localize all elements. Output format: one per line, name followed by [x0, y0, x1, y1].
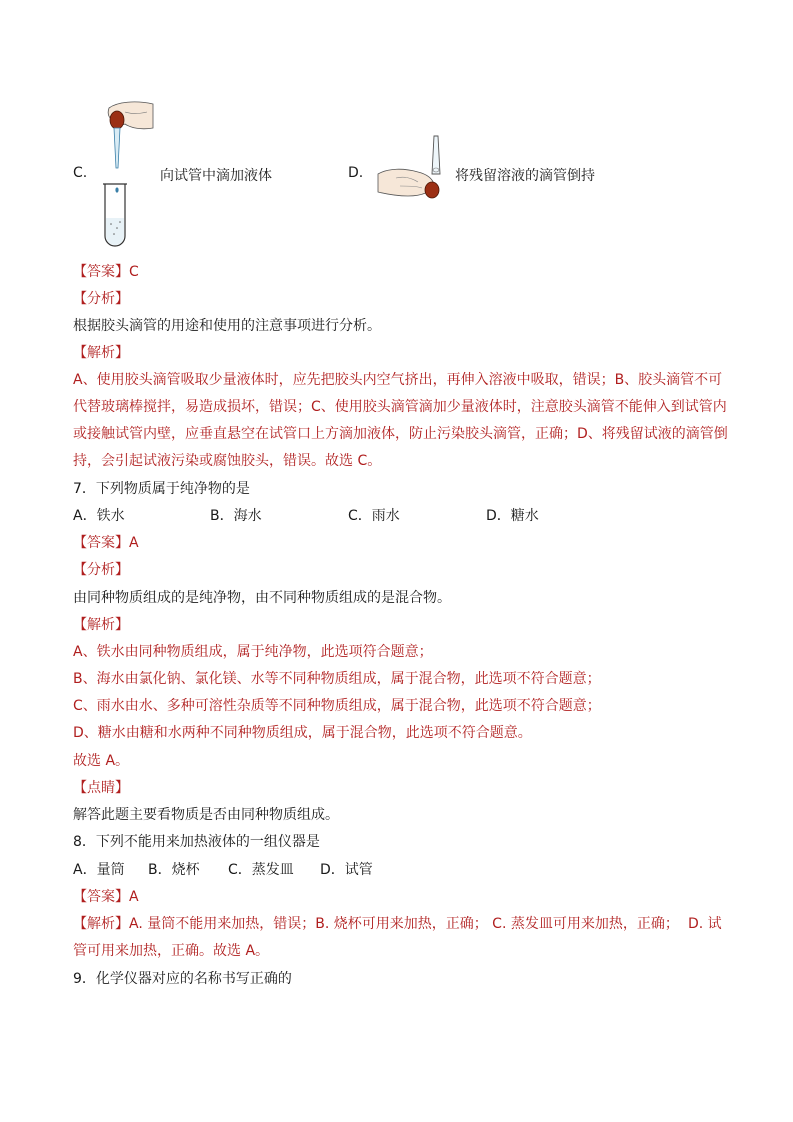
q7-explain-tag: 【解析】 — [73, 617, 129, 633]
q8-explain-line: 管可用来加热，正确。故选 A。 — [73, 943, 270, 959]
q7-analysis-tag: 【分析】 — [73, 562, 129, 578]
q7-explain-line: B、海水由氯化钠、氯化镁、水等不同种物质组成，属于混合物，此选项不符合题意； — [73, 671, 601, 687]
q9-question: 9．化学仪器对应的名称书写正确的 — [73, 971, 292, 987]
q6-explain-line: 或接触试管内壁，应垂直悬空在试管口上方滴加液体，防止污染胶头滴管，正确；D、将残留试液的滴管倒 — [73, 426, 728, 442]
q8-explain-line: A. 量筒不能用来加热，错误；B. 烧杯可用来加热，正确； C. 蒸发皿可用来加热，正确； — [129, 916, 679, 932]
q6-explain-line: A、使用胶头滴管吸取少量液体时，应先把胶头内空气挤出，再伸入溶液中吸取，错误；B、胶头滴管不可 — [73, 372, 723, 388]
answer-tag: 【答案】 — [73, 889, 129, 905]
q6-explain-line: 持，会引起试液污染或腐蚀胶头，错误。故选 C。 — [73, 453, 382, 469]
q6-answer-value: C — [129, 264, 139, 280]
q8-question: 8．下列不能用来加热液体的一组仪器是 — [73, 834, 320, 850]
q6-analysis-text: 根据胶头滴管的用途和使用的注意事项进行分析。 — [73, 318, 381, 334]
q6-analysis-tag: 【分析】 — [73, 291, 129, 307]
q7-answer-value: A — [129, 535, 139, 551]
q7-explain-line: A、铁水由同种物质组成，属于纯净物，此选项符合题意； — [73, 644, 433, 660]
q8-option-b: B．烧杯 — [148, 862, 200, 878]
q7-comment-tag: 【点睛】 — [73, 780, 129, 796]
q8-option-d: D．试管 — [320, 862, 373, 878]
q7-explain-line: 故选 A。 — [73, 753, 130, 769]
q7-option-d: D．糖水 — [486, 508, 539, 524]
q7-comment-text: 解答此题主要看物质是否由同种物质组成。 — [73, 807, 339, 823]
q6-answer-row — [73, 261, 139, 281]
q6-explain-line: 代替玻璃棒搅拌，易造成损坏，错误；C、使用胶头滴管滴加少量液体时，注意胶头滴管不能伸入到试管内 — [73, 399, 727, 415]
q8-explain-line-end: D. 试 — [688, 916, 722, 932]
q8-explain-row — [73, 913, 679, 933]
option-d-text: 将残留溶液的滴管倒持 — [455, 168, 595, 184]
q7-answer-row — [73, 532, 139, 552]
answer-tag: 【答案】 — [73, 264, 129, 280]
option-c-text: 向试管中滴加液体 — [160, 168, 272, 184]
q7-explain-line: C、雨水由水、多种可溶性杂质等不同种物质组成，属于混合物，此选项不符合题意； — [73, 698, 601, 714]
q7-option-b: B．海水 — [210, 508, 262, 524]
q8-answer-value: A — [129, 889, 139, 905]
option-c-letter: C. — [73, 165, 88, 181]
q7-analysis-text: 由同种物质组成的是纯净物，由不同种物质组成的是混合物。 — [73, 590, 451, 606]
q8-option-a: A．量筒 — [73, 862, 125, 878]
inverted-dropper-illustration — [378, 134, 448, 209]
q7-option-a: A．铁水 — [73, 508, 125, 524]
q6-explain-tag: 【解析】 — [73, 345, 129, 361]
dropper-over-test-tube-illustration — [95, 98, 155, 248]
option-d-letter: D. — [348, 165, 364, 181]
q8-option-c: C．蒸发皿 — [228, 862, 294, 878]
q7-explain-line: D、糖水由糖和水两种不同种物质组成，属于混合物，此选项不符合题意。 — [73, 725, 532, 741]
answer-tag: 【答案】 — [73, 535, 129, 551]
q8-explain-tag: 【解析】 — [73, 916, 129, 932]
q7-question: 7．下列物质属于纯净物的是 — [73, 481, 250, 497]
q7-option-c: C．雨水 — [348, 508, 400, 524]
q8-answer-row — [73, 886, 139, 906]
